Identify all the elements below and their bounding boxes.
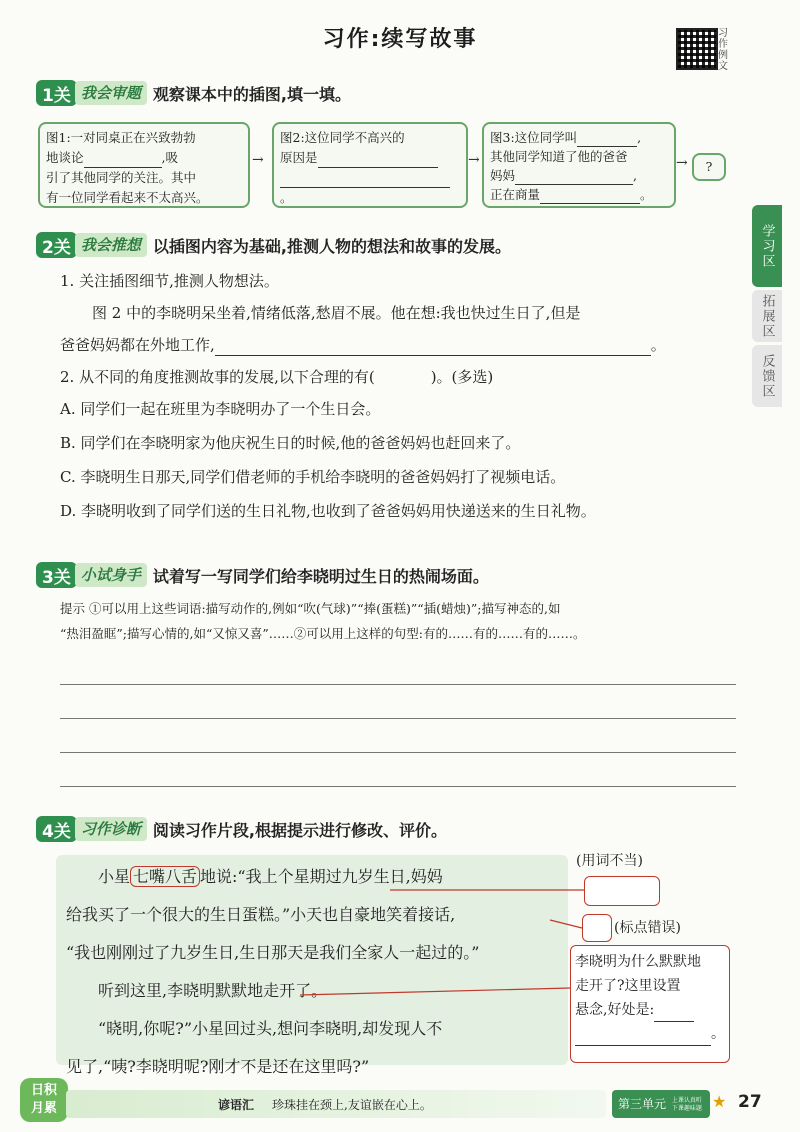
- option-d: D. 李晓明收到了同学们送的生日礼物,也收到了爸爸妈妈用快递送来的生日礼物。: [60, 502, 596, 520]
- star-icon: ★: [712, 1092, 727, 1111]
- answer-blank[interactable]: [280, 187, 450, 188]
- option-c: C. 李晓明生日那天,同学们借老师的手机给李晓明的爸爸妈妈打了视频电话。: [60, 468, 566, 486]
- level1-badge: 1关: [36, 80, 77, 106]
- comment-box: 李晓明为什么默默地 走开了?这里设置 悬念,好处是: 。: [570, 945, 730, 1063]
- answer-blank[interactable]: [215, 355, 651, 356]
- page-title: 习作:续写故事: [322, 27, 478, 52]
- answer-blank[interactable]: [575, 1045, 711, 1046]
- writing-line[interactable]: [60, 786, 736, 787]
- correction-box-word[interactable]: [584, 876, 660, 906]
- level2-desc: 以插图内容为基础,推测人物的想法和故事的发展。: [152, 236, 511, 256]
- level3-header: [36, 562, 489, 588]
- qr-label: 习作例文: [718, 28, 728, 72]
- page-number: 27: [738, 1092, 762, 1112]
- level2-name: 我会推想: [75, 233, 147, 257]
- arrow-right-icon: →: [676, 155, 688, 171]
- level3-hint: 提示 ①可以用上这些词语:描写动作的,例如“吹(气球)”“捧(蛋糕)”“插(蜡烛)”;描写神态的,如 “热泪盈眶”;描写心情的,如“又惊又喜”……②可以用上这样的句型:有的……有的……有的……。: [60, 601, 586, 641]
- footer: [0, 1072, 800, 1132]
- level4-badge: 4关: [36, 816, 77, 842]
- level1-box4: ?: [692, 153, 726, 181]
- level4-header: [36, 816, 447, 842]
- unit-badge: 第三单元 上课认真听 下课趣味题: [612, 1090, 710, 1118]
- level1-name: 我会审题: [75, 81, 147, 105]
- writing-line[interactable]: [60, 718, 736, 719]
- option-a: A. 同学们一起在班里为李晓明办了一个生日会。: [60, 400, 381, 418]
- level1-box1: 图1:一对同桌正在兴致勃勃 地谈论 ,吸 引了其他同学的关注。其中 有一位同学看起来不太高兴。: [38, 122, 250, 208]
- writing-line[interactable]: [60, 752, 736, 753]
- level1-box3: 图3:这位同学叫 , 其他同学知道了他的爸爸 妈妈 , 正在商量 。: [482, 122, 676, 208]
- arrow-right-icon: →: [468, 152, 480, 168]
- level3-desc: 试着写一写同学们给李晓明过生日的热闹场面。: [152, 566, 489, 586]
- option-b: B. 同学们在李晓明家为他庆祝生日的时候,他的爸爸妈妈也赶回来了。: [60, 434, 521, 452]
- level4-desc: 阅读习作片段,根据提示进行修改、评价。: [152, 820, 447, 840]
- story-passage: 小星 七嘴八舌 地说:“我上个星期过九岁生日,妈妈 给我买了一个很大的生日蛋糕。”小天也自豪地笑着接话, “我也刚刚过了九岁生日,生日那天是我们全家人一起过的。” 听到这里,李晓明默默地走开了。 “晓明,你呢?”小星回过头,想问李晓明,却发现人不 见了,“咦?李晓明呢?刚才不是还在这里吗?”: [66, 867, 480, 1076]
- label-word-misuse: (用词不当): [576, 853, 643, 869]
- arrow-right-icon: →: [252, 152, 264, 168]
- footer-label: 谚语汇: [218, 1098, 255, 1112]
- level3-name: 小试身手: [75, 563, 147, 587]
- side-tab-expand[interactable]: 拓展区: [752, 290, 782, 342]
- level3-badge: 3关: [36, 562, 77, 588]
- level4-name: 习作诊断: [75, 817, 147, 841]
- footer-saying: 珍珠挂在颈上,友谊嵌在心上。: [272, 1098, 432, 1112]
- annotation-lines: [240, 880, 590, 1000]
- side-tab-feedback[interactable]: 反馈区: [752, 345, 782, 407]
- qr-code-icon[interactable]: [676, 28, 718, 70]
- circled-word[interactable]: 七嘴八舌: [130, 866, 200, 887]
- level2-content: 1. 关注插图细节,推测人物想法。 图 2 中的李晓明呆坐着,情绪低落,愁眉不展。他在想:我也快过生日了,但是 爸爸妈妈都在外地工作, 。 2. 从不同的角度推测故事的发展,以下合理的有( )。(多选) A. 同学们一起在班里为李晓明办了一个生日会。 B. 同学们在李晓明家为他庆祝生日的时候,他的爸爸妈妈也赶回来了。 C. 李晓明生日那天,同学们借老师的手机给李晓明的爸爸妈妈打了视频电话。 D. 李晓明收到了同学们送的生日礼物,也收到了爸爸妈妈用快递送来的生日礼物。: [60, 270, 740, 522]
- level1-header: [36, 80, 351, 106]
- level1-desc: 观察课本中的插图,填一填。: [152, 84, 351, 104]
- level2-header: [36, 232, 511, 258]
- level2-badge: 2关: [36, 232, 77, 258]
- answer-blank[interactable]: [540, 203, 640, 204]
- footer-logo: 日积 月累: [20, 1078, 68, 1122]
- side-tab-study[interactable]: 学习区: [752, 205, 782, 287]
- label-punct-error: (标点错误): [614, 920, 681, 936]
- writing-line[interactable]: [60, 684, 736, 685]
- level1-box2: 图2:这位同学不高兴的 原因是 。: [272, 122, 468, 208]
